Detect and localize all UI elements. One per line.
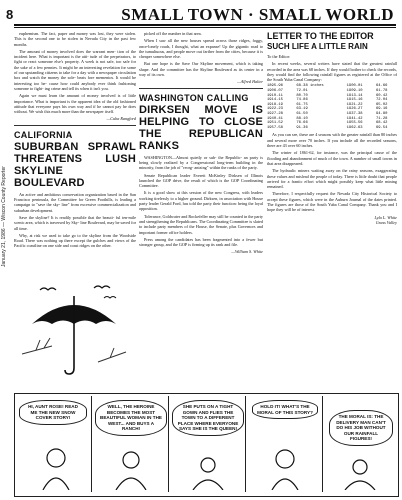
paragraph: But one hope is the Save Our Skyline movement, which is taking shape. And the committee has the Skyline Boulevard as its center in a way of its own. <box>139 61 263 78</box>
table-cell: 65.02 <box>375 102 388 107</box>
table-cell: 1955-56 <box>346 121 363 126</box>
paragraph: As you can see, these are 4 seasons with the greater rainfall than 80 inches and several more over 70 inches. If you include all the recorded seasons, there are 43 over 60 inches. <box>267 132 397 149</box>
letter-heading: LETTER TO THE EDITOR <box>267 31 374 41</box>
comic-panel <box>323 396 397 492</box>
table-cell: 61.50 <box>296 112 308 117</box>
table-row <box>267 126 397 131</box>
table-cell: 68.38 inches <box>296 84 324 89</box>
umbrella-icon <box>32 296 116 374</box>
page-number: 8 <box>6 7 14 22</box>
table-cell: 1915-16 <box>346 98 363 103</box>
table-cell: 72.04 <box>375 98 388 103</box>
comic-panel <box>92 396 169 492</box>
child-figure-icon <box>31 446 81 490</box>
table-cell: 1913-14 <box>346 93 363 98</box>
paragraph: Senate Republican leader Everett McKinley Dirksen of Illinois launched the GOP drive, the result of which is the GOP Coordinating Committee. <box>139 172 263 189</box>
comic-panel <box>15 396 92 492</box>
woman-figure-icon <box>337 458 383 490</box>
table-cell: 1962-63 <box>346 125 363 130</box>
table-cell: 1951-52 <box>267 121 283 126</box>
masthead: SMALL TOWN · SMALL WORLD <box>121 5 394 24</box>
table-cell: 1900-01 <box>346 84 363 89</box>
table-cell: 94.80 <box>375 112 388 117</box>
table-cell: 63.19 <box>296 107 308 112</box>
table-cell: 76.66 <box>296 121 308 126</box>
speech-bubble: HOLD IT! WHAT'S THE MORAL OF THIS STORY? <box>252 400 318 419</box>
table-cell: 1906-07 <box>267 89 283 94</box>
letter-headline: SUCH LIFE A LITTLE RAIN <box>267 42 368 51</box>
table-cell: 1957-58 <box>267 125 283 130</box>
speech-bubble: WELL, THE HEROINE BECOMES THE MOST BEAUTIFUL WOMAN IN THE WEST... AND BUYS A RANCH! <box>95 400 167 436</box>
child-figure-icon <box>260 448 310 490</box>
table-cell: 88.10 <box>296 116 308 121</box>
table-cell: 1926-27 <box>346 107 363 112</box>
paragraph: An active and ambitious conservation organization based in the San Francisco peninsula, the Committee for Green Foothills, is leading a campaign to "save the sky- line" from excessive commercialization and suburban development. <box>14 191 136 213</box>
table-cell: 1909-10 <box>346 89 363 94</box>
salutation: To the Editor: <box>267 54 291 59</box>
paragraph: Press among the candidates has been fragmented into a fewer but stronger group, and the GOP is firming up its rank and file. <box>139 236 263 248</box>
table-cell: 61.78 <box>375 89 388 94</box>
bird-icon <box>40 288 56 290</box>
paragraph: Again we must learn the amount of money involved is of little importance. What is important is the apparent idea of the old fashioned attitude that everyone pays his own way and if he cannot pay he does without. We wish this much more than the newspaper itself. <box>14 93 136 115</box>
byline: —William S. White <box>231 249 263 255</box>
table-cell: 71.28 <box>375 116 388 121</box>
comic-strip <box>14 393 399 497</box>
table-cell: 80.70 <box>296 93 308 98</box>
section-kicker: CALIFORNIA <box>14 129 73 140</box>
side-dateline: January 21, 1986 — Wiscon County Reporter <box>1 166 7 267</box>
paragraph: It is a good show at this session of the new Congress, with leaders working tirelessly to a higher ground. Dirksen, in association with House party leader Gerald Ford, has told the party their function: being the loyal opposition. <box>139 190 263 212</box>
table-cell: 1922-23 <box>267 107 283 112</box>
table-cell: 1910-11 <box>267 93 283 98</box>
masthead-rule-thin <box>14 27 396 28</box>
paragraph: Therefore, I respectfully request the Nevada City Historical Society to accept these figures, which were in the Auburn Journal of the dates printed. The figures are those of the South Yuba Canal Company. Thank you and I hope they will be of interest. <box>267 191 397 213</box>
table-cell: 91.36 <box>296 125 308 130</box>
table-cell: 74.86 <box>296 98 308 103</box>
divider <box>139 88 263 89</box>
article-headline: DIRKSEN MOVE IS HELPING TO CLOSE THE REPUBLICAN RANKS <box>139 103 263 152</box>
table-cell: 1937-38 <box>346 112 363 117</box>
table-cell: 1921-22 <box>346 102 363 107</box>
byline: —Cuba Rangford <box>106 116 136 122</box>
table-cell: 1940-41 <box>267 116 283 121</box>
speech-bubble: THE MORAL IS: THE DELIVERY MAN CAN'T DO HIS JOB WITHOUT OUR RAINFALL FIGURES! <box>329 410 393 446</box>
paragraph: The hydraulic miners waiting away on the rainy seasons, exaggerating these values and mislead the people of today. There is little doubt that people arrived for a frantic effort which might possibly keep what little mining remained. <box>267 168 397 190</box>
table-cell: 1927-28 <box>267 112 283 117</box>
speech-bubble: SHE PUTS ON A TIGHT GOWN AND FLIES THE TOWN TO A DIFFERENT PLACE WHERE EVERYONE SAYS SHE IS THE QUEEN! <box>172 400 244 436</box>
column-middle <box>139 31 263 258</box>
table-cell: 69.16 <box>375 107 388 112</box>
woman-figure-icon <box>183 456 233 490</box>
umbrella-illustration <box>14 282 134 387</box>
divider <box>14 125 136 126</box>
article-headline: SUBURBAN SPRAWL THREATENS LUSH SKYLINE BOULEVARD <box>14 140 136 189</box>
letter-signoff: Lyla L. White Grass Valley <box>374 214 397 225</box>
table-cell: 64.66 <box>375 84 388 89</box>
table-cell: 68.42 <box>375 121 388 126</box>
table-cell: 1914-15 <box>267 98 283 103</box>
bird-icon <box>104 297 116 299</box>
paragraph: euphemism. The fact, paper and money was lost, they were stolen. This is the second one to be stolen in Nevada City in the past few months. <box>14 31 136 47</box>
table-cell: 60.42 <box>375 93 388 98</box>
paragraph: When I saw all the new houses spread across those ridges, foggy, once-lonely roads, I thought, what an expanse! Up the gigantic road to the tumultuous, and people move out farther from the cities, because it is cheaper somewhere else. <box>139 38 263 60</box>
table-cell: 1941-42 <box>346 116 363 121</box>
section-kicker: WASHINGTON CALLING <box>139 92 249 103</box>
table-cell: 1895-96 <box>267 84 283 89</box>
masthead-rule <box>14 24 396 26</box>
bird-icon <box>94 286 110 288</box>
table-cell: 61.75 <box>296 102 308 107</box>
paragraph: Why, at risk we used to take go to the skyline from the Woodside Road. There was nothing up there except the gulches and views of the Pacific coastline on one side and coast ridges on the other. <box>14 232 136 249</box>
paragraph: picked off the number in that area. <box>144 31 202 36</box>
paragraph: WASHINGTON—Almost quietly or sub- the Republic- an party is being slowly realized by a Congressional long-term building in the minority, from the job of "reorg- anizing" within the ranks of the party. <box>139 154 263 171</box>
paragraph: The amount of money involved does the warrant men- tion of the incident here. What is important is the atti- tude of the perpetrators, to fight or react someone else's property. A week is not safe, too safe for the sake of a few pennies. It might be an interesting revelation for some of our upstanding citizens to take for a day with a newspaper circulation box and watch the money the sole- beats fore mementos. It would be interesting too be- cause how could anybody ever think fashioning someone to fight- ing crime and tell its when it isn't you. <box>14 48 136 91</box>
table-cell: 69.54 <box>375 125 388 130</box>
byline: —Alfred Halter <box>236 79 263 85</box>
table-cell: 72.01 <box>296 89 308 94</box>
speech-bubble: HI, AUNT ROSE! READ ME THE NEW SNOW COVER STORY! <box>19 400 87 425</box>
table-cell: 1918-19 <box>267 102 283 107</box>
comic-panel <box>169 396 246 492</box>
paragraph: The winter of 1861-62, for instance, was the principal cause of the flooding and abandonment of much of the town. A number of small towns in that area disappeared. <box>267 150 397 166</box>
paragraph: In recent weeks, several writers have stated that the greatest rainfall recorded in the area was 68 inches. If they would bother to check the records, they would find the following rainfall figures as registered at the Office of the South Yuba Canal Company: <box>267 61 397 83</box>
column-left <box>14 31 136 251</box>
paragraph: Tolerance, Goldwater and Rockefeller may still be counted in the party and strengthening the Republicans. The Coordinating Committee is slated to include party members of the House, the Senate, plus Governors and important former office holders. <box>139 213 263 235</box>
comic-panel <box>246 396 323 492</box>
paragraph: Save the skyline? It is readily possible that the beauti- ful ten-mile scenic area, which is traversed by Sky- line Boulevard, may be saved for all time. <box>14 214 136 231</box>
column-right <box>267 31 397 228</box>
rainfall-table <box>267 84 397 130</box>
woman-figure-icon <box>106 450 156 490</box>
